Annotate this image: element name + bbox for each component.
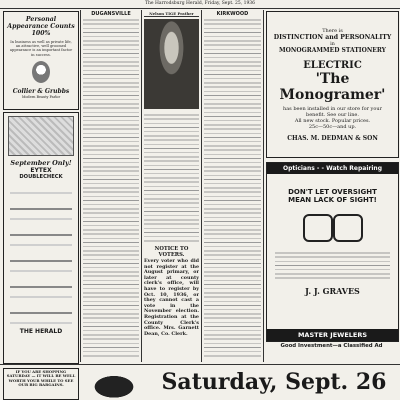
notice-body: Every voter who did not register at the August primary, or later at county clerk's office, will have to register by Oct. 10, 1936, or they cannot cast a vote in the November election. Registration at the County Clerk's office. Mrs. Garnett Dean, Co. Clerk. xyxy=(144,258,199,337)
ad-line: MONOGRAMMED STATIONERY xyxy=(279,47,386,54)
shop-sub: Modern Beauty Parlor xyxy=(21,94,61,99)
product-swatches xyxy=(10,184,72,324)
ad-line: DISTINCTION and PERSONALITY xyxy=(273,34,392,41)
ad-september-only xyxy=(3,112,79,364)
seller-name: J. J. GRAVES xyxy=(305,286,360,296)
bottom-left-text: IF YOU ARE SHOPPING SATURDAY — IT WILL BE WELL WORTH YOUR WHILE TO SEE OUR BIG BARGAINS. xyxy=(6,369,76,388)
column-rule xyxy=(201,10,202,362)
ad-headline-september: September Only! xyxy=(10,159,72,167)
horizontal-rule xyxy=(0,364,400,365)
bottom-left-box xyxy=(3,368,79,400)
portrait-photo xyxy=(144,19,199,109)
ad-opticians xyxy=(266,162,399,342)
ad-brand: EYTEX xyxy=(30,167,52,174)
column-heading: KIRKWOOD xyxy=(216,11,249,17)
ad-band: Opticians - - Watch Repairing xyxy=(267,163,398,174)
column-rule xyxy=(141,10,142,362)
woman-illustration xyxy=(32,61,50,83)
article-text xyxy=(83,17,139,357)
article-text xyxy=(275,250,390,280)
photo-caption: Nelson TIGE Prather xyxy=(144,11,199,17)
column-heading: DUGANSVILLE xyxy=(91,11,131,17)
article-text xyxy=(144,112,199,242)
bottom-banner-artwork xyxy=(84,370,144,398)
ad-product: DOUBLECHECK xyxy=(19,174,63,180)
ad-footer-band: MASTER JEWELERS xyxy=(267,329,398,341)
masthead: The Harrodsburg Herald, Friday, Sept. 25, 1936 xyxy=(0,0,400,9)
ad-title: Personal Appearance Counts 100% xyxy=(7,16,75,37)
ad-line: ELECTRIC xyxy=(303,60,362,71)
ad-line: CHAS. M. DEDMAN & SON xyxy=(287,135,378,142)
column-dugansville xyxy=(83,11,139,361)
ad-body: In business as well as private life, an attractive, well groomed appearance is an important factor in success. xyxy=(9,40,73,57)
ad-headline: DON'T LET OVERSIGHT xyxy=(288,188,377,196)
shop-name: Collier & Grubbs xyxy=(12,87,70,95)
ad-line: has been installed in our store for your benefit. See our line. xyxy=(282,106,383,118)
article-text xyxy=(204,17,261,357)
ad-line: All new stock. Popular prices. xyxy=(294,118,371,124)
ad-monogrammer xyxy=(266,11,399,158)
ad-personal-appearance xyxy=(3,11,79,110)
envelope-illustration xyxy=(8,116,74,156)
notice-title: NOTICE TO VOTERS. xyxy=(154,246,189,258)
ad-line: 'The Monogramer' xyxy=(279,71,386,103)
column-rule xyxy=(263,10,264,362)
column-center xyxy=(144,11,199,361)
ad-line: There is xyxy=(322,28,343,34)
ad-line: 25c—50c—and up. xyxy=(308,124,357,130)
column-kirkwood xyxy=(204,11,261,361)
classified-tagline: Good Investment—a Classified Ad xyxy=(280,343,383,349)
column-rule xyxy=(80,10,81,362)
ad-line: in xyxy=(330,41,335,47)
ad-headline: MEAN LACK OF SIGHT! xyxy=(288,196,377,204)
ad-footer: THE HERALD xyxy=(19,328,63,335)
eyeglasses-illustration xyxy=(303,214,363,242)
bottom-banner-title: Saturday, Sept. 26 xyxy=(161,369,387,395)
